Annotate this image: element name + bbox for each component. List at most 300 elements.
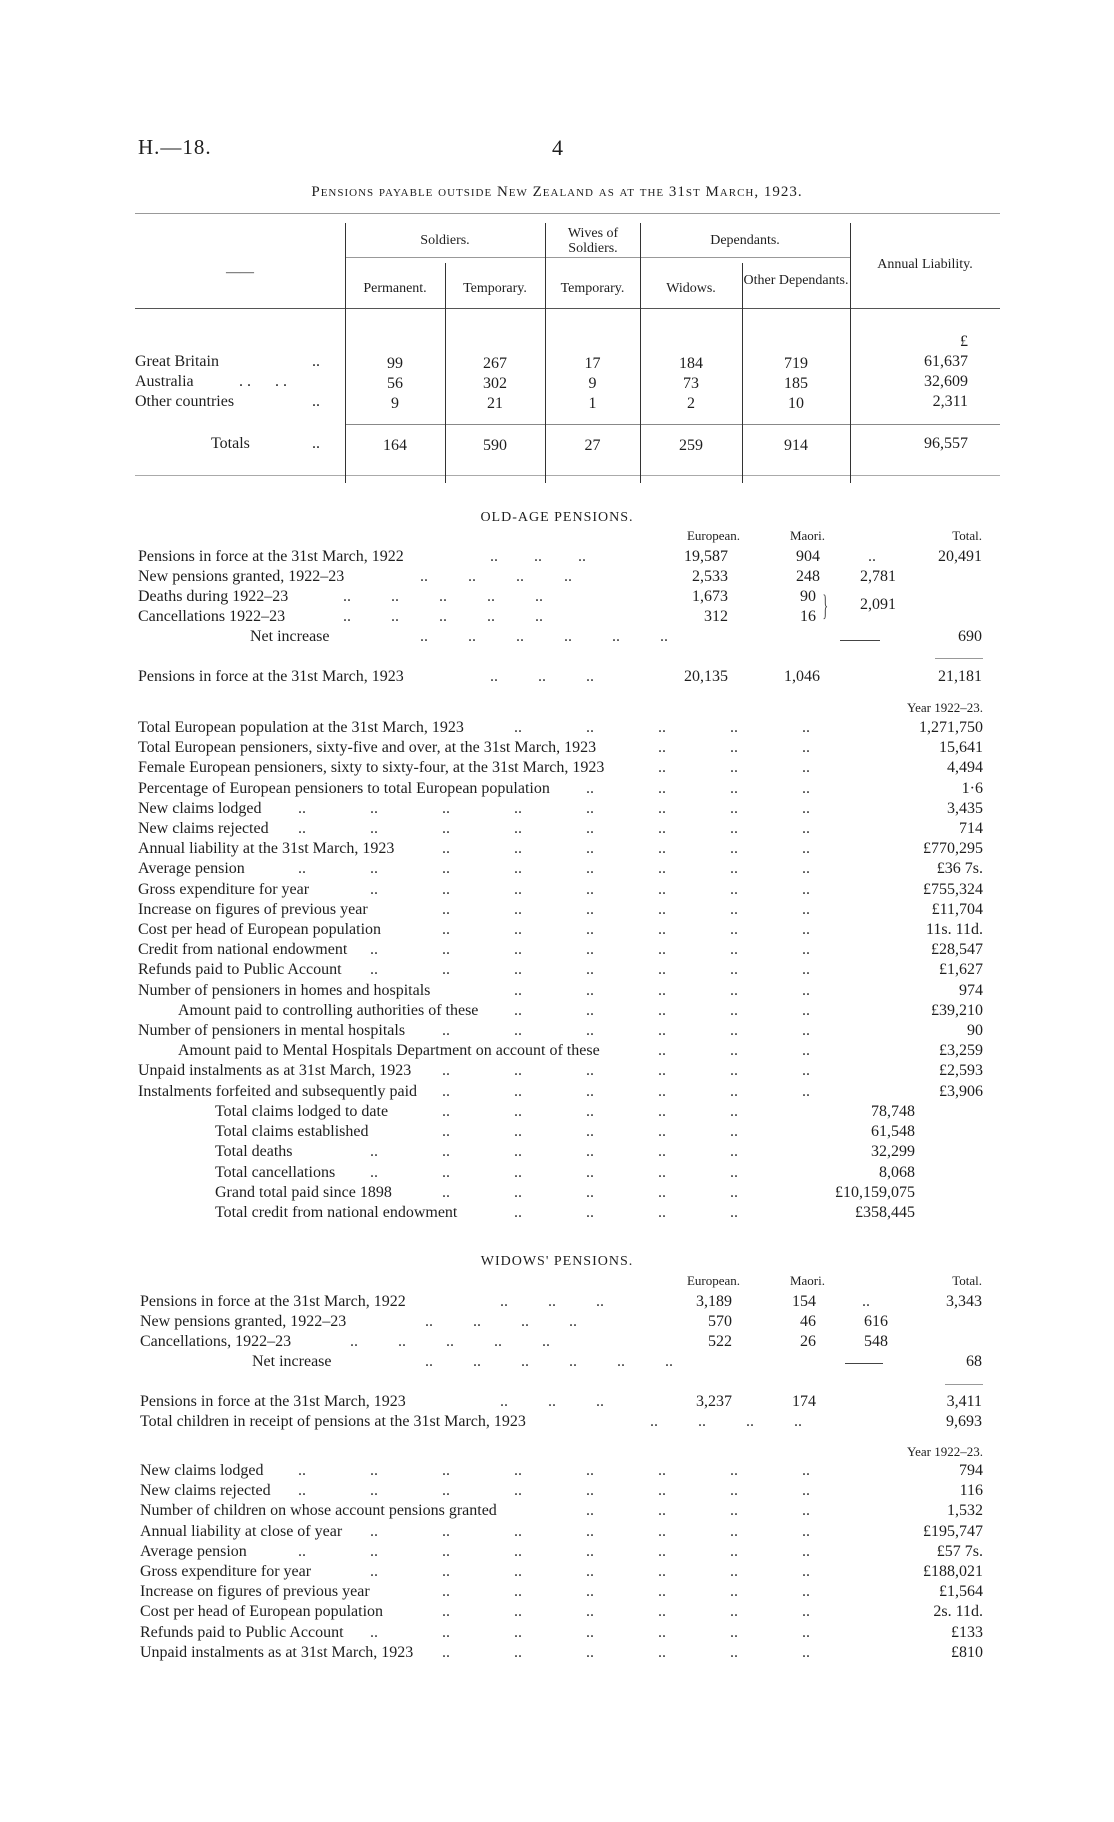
cell-temporary: 267: [483, 355, 507, 372]
sum-value: 2,781: [860, 568, 896, 585]
rule: [845, 1363, 883, 1364]
stat-value: £133: [951, 1623, 983, 1641]
total-permanent: 164: [383, 437, 407, 454]
leader-dots: ..: [442, 1623, 450, 1641]
total-liability: 96,557: [924, 435, 968, 452]
maori-value: 1,046: [784, 668, 820, 685]
leader-dots: ..: [514, 1522, 522, 1540]
leader-dots: ..: [298, 799, 306, 817]
european-value: 522: [708, 1333, 732, 1350]
widows-granted: [0, 1312, 1114, 1332]
leader-dots: ..: [514, 1163, 522, 1181]
total-value: 3,343: [946, 1293, 982, 1310]
leader-dots: ..: [586, 1643, 594, 1661]
european-value: 3,237: [696, 1393, 732, 1410]
maori-value: 26: [800, 1333, 816, 1350]
row-label: Australia: [135, 373, 194, 390]
leader-dots: ..: [298, 1462, 306, 1479]
stat-label: Number of pensioners in mental hospitals: [138, 1022, 406, 1039]
stat-value: £1,627: [939, 961, 983, 979]
stat-label: Female European pensioners, sixty to sixty-four, at the 31st March, 1923: [138, 759, 605, 777]
leader-dots: ..: [730, 1522, 738, 1540]
leader-dots: ..: [802, 1062, 810, 1080]
maori-value: 90: [800, 588, 816, 605]
leader-dots: ..: [730, 1603, 738, 1621]
stat-row: [0, 799, 1114, 819]
leader-dots: ..: [442, 1103, 450, 1120]
stat-value: 1,532: [947, 1502, 983, 1520]
leader-dots: ..: [442, 1163, 450, 1181]
total-wives: 27: [584, 437, 601, 454]
stat-value: 116: [959, 1482, 983, 1500]
stat-row: [0, 920, 1114, 940]
widows-title: WIDOWS' PENSIONS.: [480, 1254, 634, 1269]
leader-dots: ..: [586, 1143, 594, 1161]
document-reference: H.—18.: [138, 135, 212, 159]
leader-dots: ..: [586, 820, 594, 837]
leader-dots: ..: [802, 1563, 810, 1580]
european-value: 1,673: [692, 588, 728, 605]
cell-temporary: 302: [483, 375, 507, 392]
leader-dots: ..: [442, 900, 450, 918]
maori-value: 248: [796, 568, 820, 585]
leader-dots: ..: [730, 739, 738, 757]
leader-dots: ..: [730, 1482, 738, 1500]
leader-dots: ..: [730, 880, 738, 898]
leader-dots: .. .. .. .. .. ..: [420, 628, 668, 645]
leader-dots: ..: [442, 1482, 450, 1500]
total-value: 68: [966, 1353, 982, 1370]
leader-dots: ..: [730, 1163, 738, 1181]
leader-dots: ..: [730, 961, 738, 979]
leader-dots: .. .. ..: [490, 668, 594, 685]
leader-dots: ..: [730, 921, 738, 938]
leader-dots: ..: [802, 1542, 810, 1560]
widows-net-increase: [0, 1352, 1114, 1372]
leader-dots: ..: [370, 860, 378, 878]
leader-dots: ..: [442, 941, 450, 959]
leader-dots: ..: [730, 1042, 738, 1060]
leader-dots: ..: [586, 1623, 594, 1641]
leader-dots: .. .. .. .. ..: [343, 588, 543, 605]
leader-dots: ..: [586, 941, 594, 959]
leader-dots: ..: [514, 1143, 522, 1161]
stat-label: New claims rejected: [138, 820, 269, 837]
leader-dots: ..: [730, 1001, 738, 1019]
leader-dots: ..: [658, 1623, 666, 1641]
deaths-cancellations-sum: 2,091: [860, 596, 896, 613]
leader-dots: ..: [730, 840, 738, 858]
stat-row: [0, 1602, 1114, 1622]
stat-label: Average pension: [140, 1542, 247, 1560]
leader-dots: ..: [586, 1183, 594, 1201]
stat-value: 2s. 11d.: [933, 1603, 983, 1621]
stat-label: Cost per head of European population: [138, 921, 382, 938]
leader-dots: ..: [730, 1583, 738, 1601]
old-age-col-total: Total.: [952, 528, 982, 543]
european-value: 2,533: [692, 568, 728, 585]
stat-row: [0, 940, 1114, 960]
leader-dots: ..: [442, 1143, 450, 1161]
leader-dots: ..: [730, 981, 738, 999]
total-value: 9,693: [946, 1413, 982, 1430]
row-label: New pensions granted, 1922–23: [140, 1313, 347, 1330]
stat-value: £57 7s.: [936, 1542, 983, 1560]
leader-dots: ..: [868, 548, 876, 565]
table-bottom-rule: [135, 475, 1000, 476]
cell-liability: 61,637: [924, 353, 968, 370]
leader-dots: ..: [442, 1583, 450, 1601]
leader-dots: ..: [730, 820, 738, 837]
cell-other: 719: [784, 355, 808, 372]
leader-dots: ..: [370, 880, 378, 898]
leader-dots: .. .. .. .. ..: [343, 608, 543, 625]
leader-dots: ..: [658, 1603, 666, 1621]
stat-value: £188,021: [923, 1563, 983, 1580]
leader-dots: ..: [658, 1583, 666, 1601]
stat-row: [0, 1041, 1114, 1061]
sub-temporary: Temporary.: [463, 281, 527, 296]
leader-dots: ..: [514, 1062, 522, 1080]
stat-label: Annual liability at the 31st March, 1923: [138, 840, 395, 858]
leader-dots: ..: [370, 1163, 378, 1181]
stat-row: [0, 1643, 1114, 1663]
row-label: Pensions in force at the 31st March, 1923: [138, 668, 404, 685]
stat-value: 78,748: [871, 1103, 915, 1120]
leader-dots: ..: [586, 779, 594, 797]
leader-dots: ..: [802, 1522, 810, 1540]
stat-value: £3,906: [939, 1082, 983, 1100]
stat-value: £28,547: [931, 941, 983, 959]
stat-row: [0, 880, 1114, 900]
leader-dots: ..: [802, 1482, 810, 1500]
stat-label: Increase on figures of previous year: [138, 900, 368, 918]
table-header-rule: [135, 308, 1000, 309]
leader-dots: ..: [730, 1183, 738, 1201]
leader-dots: ..: [802, 1001, 810, 1019]
leader-dots: ..: [514, 1103, 522, 1120]
leader-dots: .. .. ..: [490, 548, 586, 565]
stat-row: [0, 1623, 1114, 1643]
stat-value: 1,271,750: [919, 719, 983, 736]
stat-row: [0, 779, 1114, 799]
stat-value: £36 7s.: [936, 860, 983, 878]
leader-dots: ..: [442, 799, 450, 817]
leader-dots: ..: [730, 1082, 738, 1100]
leader-dots: ..: [802, 1022, 810, 1039]
stat-value: £755,324: [923, 880, 983, 898]
sub-other-dependants: Other Dependants.: [743, 273, 849, 288]
col-wives: Wives of Soldiers.: [567, 226, 619, 256]
leader-dots: ..: [370, 1143, 378, 1161]
leader-dots: ..: [658, 1522, 666, 1540]
maori-value: 174: [792, 1393, 816, 1410]
leader-dots: ..: [802, 941, 810, 959]
old-age-granted: [0, 567, 1114, 587]
leader-dots: ..: [802, 759, 810, 777]
leader-dots: ..: [586, 1022, 594, 1039]
leader-dots: ..: [442, 820, 450, 837]
maori-value: 46: [800, 1313, 816, 1330]
leader-dots: ..: [802, 739, 810, 757]
leader-dots: ..: [658, 1563, 666, 1580]
leader-dots: ..: [586, 900, 594, 918]
stat-row: [0, 1582, 1114, 1602]
stat-row: [0, 1142, 1114, 1162]
old-age-col-european: European.: [686, 528, 740, 543]
leader-dots: ..: [586, 1123, 594, 1141]
leader-dots: ..: [514, 1001, 522, 1019]
stat-row: [0, 1203, 1114, 1223]
leader-dots: ..: [658, 820, 666, 837]
leader-dots: ..: [658, 1502, 666, 1520]
leader-dots: ..: [514, 880, 522, 898]
col-annual-liability: Annual Liability.: [877, 257, 973, 272]
leader-dots: ..: [802, 880, 810, 898]
leader-dots: .. .. .. .. .. ..: [425, 1353, 673, 1370]
cell-widows: 2: [687, 395, 695, 412]
leader-dots: ..: [586, 840, 594, 858]
stat-label: New claims lodged: [140, 1462, 264, 1479]
old-age-net-increase: [0, 627, 1114, 647]
stat-label: Total European pensioners, sixty-five and over, at the 31st March, 1923: [138, 739, 597, 757]
leader-dots: ..: [514, 1462, 522, 1479]
leader-dots: ..: [730, 1502, 738, 1520]
leader-dots: ..: [658, 779, 666, 797]
stat-value: £2,593: [939, 1062, 983, 1080]
cell-liability: 2,311: [932, 393, 968, 410]
leader-dots: ..: [658, 1022, 666, 1039]
row-label: Total children in receipt of pensions at the 31st March, 1923: [140, 1413, 526, 1430]
leader-dots: ..: [658, 1482, 666, 1500]
stat-label: Amount paid to Mental Hospitals Department on account of these: [178, 1042, 600, 1060]
leader-dots: ..: [658, 759, 666, 777]
leader-dots: ..: [514, 1603, 522, 1621]
leader-dots: ..: [586, 880, 594, 898]
totals-label: Totals: [211, 435, 250, 452]
stat-row: [0, 1163, 1114, 1183]
widows-in-force-1923: [0, 1392, 1114, 1412]
leader-dots: .. .. .. ..: [420, 568, 572, 585]
leader-dots: ..: [586, 1482, 594, 1500]
leader-dots: ..: [442, 880, 450, 898]
leader-dots: ..: [514, 941, 522, 959]
leader-dots: ..: [730, 860, 738, 878]
maori-value: 154: [792, 1293, 816, 1310]
stat-label: Cost per head of European population: [140, 1603, 384, 1621]
stat-value: 714: [959, 820, 983, 837]
leader-dots: ..: [586, 1062, 594, 1080]
total-value: 690: [958, 628, 982, 645]
leader-dots: ..: [802, 1643, 810, 1661]
stat-label: Total claims established: [215, 1123, 369, 1141]
stat-row: [0, 1001, 1114, 1021]
stat-label: Total credit from national endowment: [215, 1204, 458, 1221]
stat-row: [0, 981, 1114, 1001]
sum-value: 548: [864, 1333, 888, 1350]
leader-dots: .. .. .. ..: [650, 1413, 802, 1430]
old-age-deaths: [0, 587, 1114, 607]
stat-value: 1·6: [961, 779, 983, 797]
european-value: 3,189: [696, 1293, 732, 1310]
leader-dots: ..: [730, 759, 738, 777]
stat-label: Total deaths: [215, 1143, 293, 1161]
stat-row: [0, 1542, 1114, 1562]
leader-dots: ..: [730, 900, 738, 918]
row-label: Deaths during 1922–23: [138, 588, 289, 605]
leader-dots: ..: [514, 799, 522, 817]
table-mid-rule: [345, 257, 850, 258]
stat-value: 4,494: [947, 759, 983, 777]
cell-wives: 17: [584, 355, 601, 372]
leader-dots: ..: [586, 1563, 594, 1580]
stat-value: £3,259: [939, 1042, 983, 1060]
total-other: 914: [784, 437, 808, 454]
european-value: 312: [704, 608, 728, 625]
leader-dots: ..: [730, 1462, 738, 1479]
leader-dots: ..: [370, 1542, 378, 1560]
leader-dots: ..: [586, 981, 594, 999]
leader-dots: ..: [730, 719, 738, 736]
stat-row: [0, 1522, 1114, 1542]
stat-row: [0, 900, 1114, 920]
leader-dots: ..: [802, 981, 810, 999]
old-age-title: OLD-AGE PENSIONS.: [480, 510, 634, 525]
stat-row: [0, 960, 1114, 980]
rule: [945, 1384, 983, 1385]
leader-dots: ..: [658, 1042, 666, 1060]
stat-row: [0, 1122, 1114, 1142]
leader-dots: ..: [442, 860, 450, 878]
leader-dots: ..: [658, 921, 666, 938]
leader-dots: ..: [586, 1583, 594, 1601]
stat-row: [0, 839, 1114, 859]
leader-dots: ..: [658, 880, 666, 898]
cell-permanent: 99: [387, 355, 403, 372]
leader-dots: ..: [514, 820, 522, 837]
row-label: Cancellations 1922–23: [138, 608, 286, 625]
leader-dots: ..: [658, 860, 666, 878]
row-label: Pensions in force at the 31st March, 1923: [140, 1393, 406, 1410]
widows-cancellations: [0, 1332, 1114, 1352]
leader-dots: ..: [586, 921, 594, 938]
leader-dots: ..: [658, 1001, 666, 1019]
leader-dots: ..: [658, 941, 666, 959]
stat-value: 11s. 11d.: [925, 921, 983, 938]
stat-value: 61,548: [871, 1123, 915, 1141]
leader-dots: ..: [658, 981, 666, 999]
leader-dots: ..: [370, 941, 378, 959]
leader-dots: ..: [658, 739, 666, 757]
old-age-cancellations: [0, 607, 1114, 627]
stat-label: Grand total paid since 1898: [215, 1183, 392, 1201]
leader-dots: ..: [298, 1482, 306, 1500]
stat-value: 15,641: [939, 739, 983, 757]
leader-dots: ..: [586, 1204, 594, 1221]
leader-dots: ..: [730, 1563, 738, 1580]
stat-row: [0, 1481, 1114, 1501]
leader-dots: ..: [370, 1462, 378, 1479]
stat-label: Instalments forfeited and subsequently paid: [138, 1082, 418, 1100]
leader-dots: ..: [514, 921, 522, 938]
leader-dots: ..: [802, 1603, 810, 1621]
leader-dots: ..: [586, 1502, 594, 1520]
leader-dots: ..: [802, 820, 810, 837]
stat-value: 974: [959, 981, 983, 999]
leader-dots: ..: [514, 1082, 522, 1100]
leader-dots: ..: [442, 921, 450, 938]
pensions-outside-table: [135, 213, 1000, 488]
leader-dots: ..: [586, 1082, 594, 1100]
widows-col-maori: Maori.: [789, 1273, 825, 1288]
old-age-in-force-1922: [0, 547, 1114, 567]
leader-dots: ..: [586, 961, 594, 979]
stat-label: Number of children on whose account pensions granted: [140, 1502, 497, 1520]
cell-other: 185: [784, 375, 808, 392]
stat-value: 794: [959, 1462, 983, 1479]
widows-in-force-1922: [0, 1292, 1114, 1312]
row-label: Cancellations, 1922–23: [140, 1333, 292, 1350]
leader-dots: ..: [658, 1643, 666, 1661]
cell-widows: 73: [683, 375, 699, 392]
leader-dots: ..: [370, 799, 378, 817]
leader-dots: ..: [514, 1623, 522, 1641]
leader-dots: ..: [802, 1082, 810, 1100]
leader-dots: ..: [586, 1603, 594, 1621]
cell-wives: 1: [588, 395, 597, 412]
stat-row: [0, 1102, 1114, 1122]
leader-dots: ..: [658, 961, 666, 979]
stat-label: Annual liability at close of year: [140, 1522, 343, 1540]
leader-dots: ..: [312, 435, 320, 452]
stat-row: [0, 1082, 1114, 1102]
leader-dots: ..: [802, 1042, 810, 1060]
widows-col-total: Total.: [952, 1273, 982, 1288]
leader-dots: ..: [442, 961, 450, 979]
leader-dots: ..: [802, 860, 810, 878]
european-value: 19,587: [684, 548, 728, 565]
leader-dots: ..: [370, 820, 378, 837]
stat-label: Credit from national endowment: [138, 941, 348, 959]
stat-value: £11,704: [931, 900, 983, 918]
stat-label: Gross expenditure for year: [138, 880, 310, 898]
leader-dots: ..: [514, 1204, 522, 1221]
leader-dots: ..: [658, 1462, 666, 1479]
leader-dots: ..: [514, 1482, 522, 1500]
leader-dots: ..: [312, 353, 320, 370]
leader-dots: ..: [298, 820, 306, 837]
leader-dots: ..: [514, 981, 522, 999]
table-top-rule: [135, 213, 1000, 214]
leader-dots: ..: [514, 1022, 522, 1039]
leader-dots: ..: [862, 1293, 870, 1310]
stat-label: Gross expenditure for year: [140, 1563, 312, 1580]
leader-dots: ..: [802, 961, 810, 979]
bracket: }: [822, 589, 829, 622]
leader-dots: ..: [730, 799, 738, 817]
stat-row: [0, 859, 1114, 879]
stat-value: £358,445: [855, 1204, 915, 1221]
leader-dots: ..: [586, 1542, 594, 1560]
cell-permanent: 56: [387, 375, 403, 392]
leader-dots: ..: [514, 840, 522, 858]
leader-dots: ..: [442, 1542, 450, 1560]
leader-dots: ..: [730, 1103, 738, 1120]
stat-label: New claims lodged: [138, 799, 262, 817]
rule: [840, 640, 880, 641]
stat-label: Increase on figures of previous year: [140, 1583, 370, 1601]
leader-dots: ..: [442, 1643, 450, 1661]
